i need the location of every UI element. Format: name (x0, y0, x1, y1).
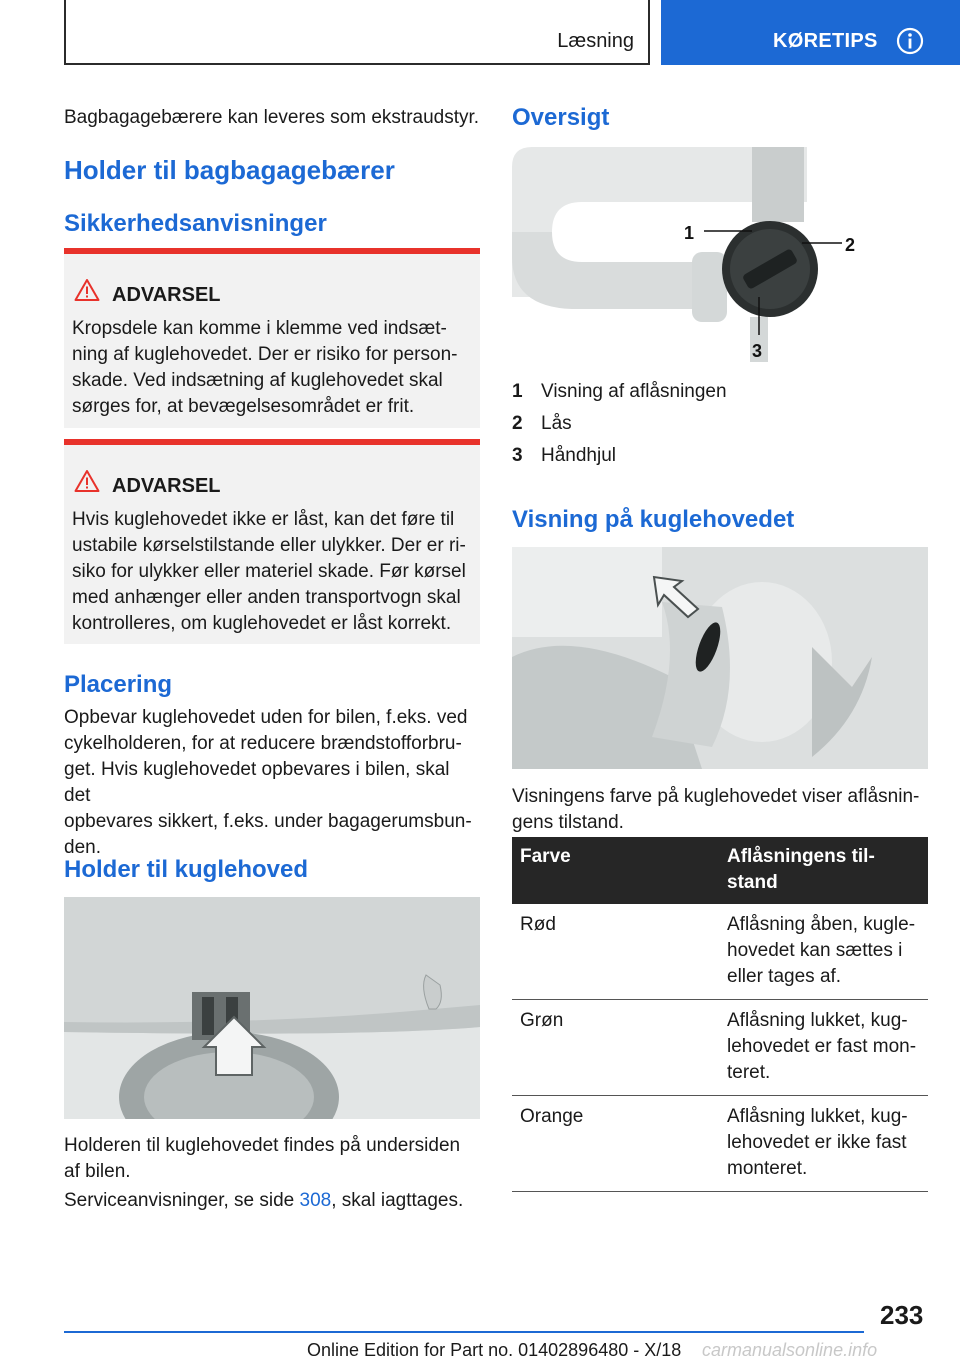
warning-triangle-icon (74, 278, 100, 302)
placering-heading: Placering (64, 671, 173, 698)
safety-heading: Sikkerhedsanvisninger (64, 210, 327, 237)
page-link[interactable]: 308 (299, 1190, 332, 1211)
header-section-label: Læsning (557, 30, 634, 52)
placering-text: Opbevar kuglehovedet uden for bilen, f.eks. ved cykelholderen, for at reducere brændstofforbru- get. Hvis kuglehovedet opbevares i bilen, skal det opbevares sikkert, f.eks. under bagagerumsbun- den. (64, 707, 472, 858)
warning-label: ADVARSEL (112, 475, 221, 497)
callout-3: 3 (752, 341, 763, 361)
warning-text: Hvis kuglehovedet ikke er låst, kan det føre til ustabile kørselstilstande eller ulykker. Der er ri- siko for ulykker eller materiel skade. Før kørsel med anhænger eller anden transportvogn skal kontrolleres, om kuglehovedet er låst korrekt. (72, 509, 466, 634)
table-cell: Aflåsning åben, kugle- hovedet kan sættes i eller tages af. (719, 904, 928, 1000)
indicator-figure (512, 547, 928, 769)
footer-edition: Online Edition for Part no. 01402896480 - X/18 (307, 1340, 682, 1360)
header-section-tab (64, 0, 650, 65)
page-number: 233 (880, 1300, 924, 1330)
holder-heading: Holder til kuglehoved (64, 856, 309, 883)
visning-heading: Visning på kuglehovedet (512, 506, 795, 533)
callout-2: 2 (845, 235, 856, 255)
visning-text: Visningens farve på kuglehovedet viser aflåsnin- gens tilstand. (512, 786, 920, 833)
table-row (512, 1000, 928, 1096)
table-header-row (512, 837, 928, 904)
warning-label: ADVARSEL (112, 284, 221, 306)
warning-box-1 (64, 248, 480, 428)
holder-caption: Holderen til kuglehovedet findes på undersiden af bilen. (64, 1135, 461, 1182)
oversigt-heading: Oversigt (512, 104, 610, 131)
intro-text: Bagbagagebærere kan leveres som ekstraudstyr. (64, 107, 480, 128)
footer-divider (64, 1331, 864, 1333)
table-cell: Orange (512, 1096, 719, 1192)
table-header: Aflåsningens til- stand (719, 837, 928, 904)
header-chapter-label: KØRETIPS (773, 30, 878, 52)
table-cell: Rød (512, 904, 719, 1000)
callout-1: 1 (684, 223, 695, 243)
info-icon[interactable] (896, 27, 924, 55)
header-chapter-tab[interactable] (661, 0, 960, 65)
table-header: Farve (512, 837, 719, 904)
table-cell: Aflåsning lukket, kug- lehovedet er ikke fast monteret. (719, 1096, 928, 1192)
table-row (512, 904, 928, 1000)
table-row (512, 1096, 928, 1192)
warning-box-2 (64, 439, 480, 644)
table-cell: Grøn (512, 1000, 719, 1096)
warning-text: Kropsdele kan komme i klemme ved indsæt- ning af kuglehovedet. Der er risiko for person- skade. Ved indsætning af kuglehovedet skal sørges for, at bevægelsesområdet er frit. (72, 318, 458, 417)
overview-figure (512, 147, 868, 365)
warning-triangle-icon (74, 469, 100, 493)
status-table (512, 837, 928, 1192)
table-cell: Aflåsning lukket, kug- lehovedet er fast mon- teret. (719, 1000, 928, 1096)
page-title: Holder til bagbagagebærer (64, 155, 395, 185)
service-text: Serviceanvisninger, se side 308, skal iagttages. (64, 1190, 464, 1211)
holder-figure (64, 897, 480, 1119)
watermark: carmanualsonline.info (702, 1340, 878, 1360)
